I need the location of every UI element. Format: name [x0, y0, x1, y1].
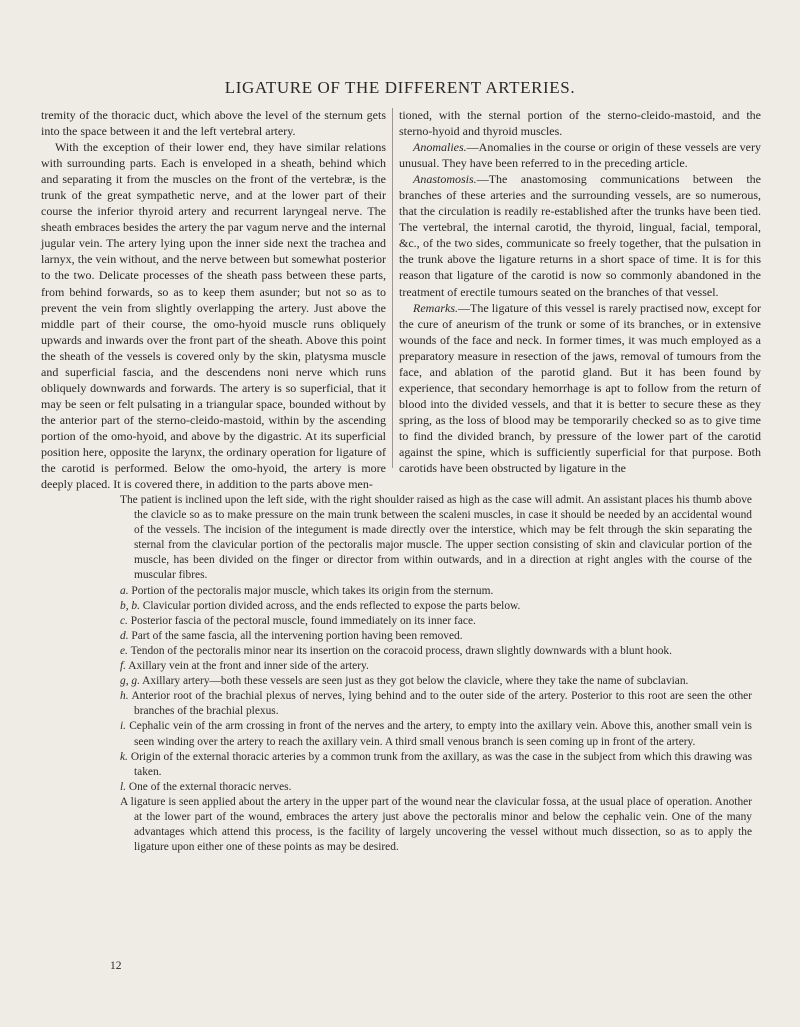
right-column [399, 107, 761, 476]
paragraph: tremity of the thoracic duct, which above the level of the sternum gets into the space between it and the left vertebral artery. [41, 108, 386, 139]
caption-item [120, 629, 752, 644]
anomalies-paragraph [399, 139, 761, 171]
section-heading: Remarks. [413, 300, 458, 315]
anastomosis-paragraph [399, 171, 761, 299]
running-title: LIGATURE OF THE DIFFERENT ARTERIES. [224, 78, 576, 97]
caption-item [120, 719, 752, 749]
left-column [41, 107, 386, 492]
caption-item-text: Axillary artery—both these vessels are seen just as they got below the clavicle, where they take the name of subclavian. [142, 675, 689, 688]
caption-item-key: d. [120, 629, 129, 642]
caption-item-key: i. [120, 720, 127, 733]
caption-intro: The patient is inclined upon the left side, with the right shoulder raised as high as the case will admit. An assistant places his thumb above the clavicle so as to make pressure on the main trunk between the scaleni muscles, in case it should be needed by an accidental wound of the vessels. The incision of the integument is made directly over the interstice, which may be felt through the skin separating the sternal from the clavicular portion of the pectoralis major muscle. The upper section consisting of skin and clavicular portion of the muscle, has been divided on the finger or director from within outwards, and in a direction at right angles with the course of the muscular fibres. [120, 494, 752, 582]
caption-item-text: Anterior root of the brachial plexus of nerves, lying behind and to the outer side of the artery. Posterior to this root are seen the other branches of the brachial plexus. [131, 690, 753, 718]
caption-item [120, 644, 752, 659]
caption-item-key: e. [120, 644, 128, 657]
column-divider [392, 108, 393, 468]
caption-item-key: k. [120, 750, 128, 763]
caption-item-text: One of the external thoracic nerves. [128, 780, 292, 793]
plate-caption [120, 493, 752, 855]
caption-item [120, 674, 752, 689]
paragraph: With the exception of their lower end, they have similar relations with surrounding parts. Each is enveloped in a sheath, behind which and separating it from the muscles on the front of the vertebræ, is the trunk of the great sympathetic nerve, and at the lower part of their course the inferior thyroid artery and recurrent laryngeal nerve. The sheath embraces besides the artery the par vagum nerve and the internal jugular vein. The artery lying upon the inner side next the trachea and larnyx, the vein without, and the nerve between but somewhat posterior to the two. Delicate processes of the sheath pass between these parts, from behind forwards, so as to keep them asunder; but not so as to prevent the vein from slightly overlapping the artery. Just above the middle part of their course, the omo-hyoid muscle runs obliquely upwards and inwards over the front part of the sheath. Above this point the sheath of the vessels is covered only by the skin, platysma muscle and superficial fascia, and the descendens noni nerve which runs obliquely downwards and forwards. The artery is so superficial, that it may be seen or felt pulsating in a triangular space, bounded without by the anterior part of the sterno-cleido-mastoid, within by the ascending portion of the omo-hyoid, and above by the digastric. At its superficial position here, opposite the larynx, the ordinary operation for ligature of the carotid is performed. Below the omo-hyoid, the artery is more deeply placed. It is covered there, in addition to the parts above men- [41, 140, 386, 492]
caption-item-key: f. [120, 660, 127, 673]
caption-item-text: Clavicular portion divided across, and the ends reflected to expose the parts below. [142, 599, 521, 612]
paragraph: tioned, with the sternal portion of the sterno-cleido-mastoid, and the sterno-hyoid and thyroid muscles. [399, 108, 761, 139]
caption-item-text: Posterior fascia of the pectoral muscle, found immediately on its inner face. [130, 614, 476, 627]
caption-item [120, 614, 752, 629]
caption-item [120, 599, 752, 614]
caption-item [120, 689, 752, 719]
caption-item [120, 584, 752, 599]
caption-item-text: Origin of the external thoracic arteries by a common trunk from the axillary, as was the case in the subject from which this drawing was taken. [130, 750, 752, 778]
caption-item [120, 780, 752, 795]
caption-item-text: Portion of the pectoralis major muscle, which takes its origin from the sternum. [131, 584, 494, 597]
section-heading: Anastomosis. [413, 172, 477, 187]
caption-item-key: b, b. [120, 599, 140, 612]
caption-item-text: Part of the same fascia, all the intervening portion having been removed. [131, 629, 463, 642]
caption-item-text: Axillary vein at the front and inner side of the artery. [128, 660, 369, 673]
caption-closing: A ligature is seen applied about the artery in the upper part of the wound near the clavicular fossa, at the usual place of operation. Another at the lower part of the wound, embraces the artery just above the pectoralis minor and below the cephalic vein. One of the many advantages which attend this process, is the facility of largely uncovering the vessel without much dissection, so as to apply the ligature upon either one of these points as may be desired. [120, 795, 752, 854]
caption-item-key: g, g. [120, 675, 140, 688]
page-number: 12 [110, 960, 122, 972]
paragraph-text: —The anastomosing communications between the branches of these arteries and the surrounding vessels, are so numerous, that the circulation is readily re-established after the trunks have been tied. The vertebral, the internal carotid, the thyroid, lingual, facial, temporal, &c., of the two sides, communicate so freely together, that the pulsation in the trunk above the ligature returns in a short space of time. It is for this reason that ligature of the carotid is now so commonly abandoned in the treatment of erectile tumours seated on the branches of that vessel. [399, 172, 761, 299]
remarks-paragraph [399, 300, 761, 477]
caption-item-key: l. [120, 780, 127, 793]
paragraph-text: —Anomalies in the course or origin of these vessels are very unusual. They have been referred to in the preceding article. [399, 140, 761, 171]
section-heading: Anomalies. [413, 140, 467, 155]
paragraph-text: —The ligature of this vessel is rarely practised now, except for the cure of aneurism of the trunk or some of its branches, or in extensive wounds of the face and neck. In former times, it was much employed as a preparatory measure in resection of the jaws, removal of tumours from the face, and ablation of the parotid gland. But it has been found by experience, that secondary hemorrhage is apt to follow from the return of blood into the divided vessels, and that it is better to secure these as they spring, as the loss of blood may be temporarily checked so as to give time to find the divided branch, by pressure of the lower part of the carotid against the spine, which is sufficiently superficial for that purpose. Both carotids have been obstructed by ligature in the [399, 300, 761, 476]
caption-item-text: Tendon of the pectoralis minor near its insertion on the coracoid process, drawn slightly downwards with a blunt hook. [130, 644, 672, 657]
caption-item-key: a. [120, 584, 129, 597]
caption-items [120, 584, 752, 795]
caption-item-key: c. [120, 614, 128, 627]
caption-item [120, 750, 752, 780]
caption-item [120, 659, 752, 674]
caption-item-key: h. [120, 690, 129, 703]
caption-item-text: Cephalic vein of the arm crossing in front of the nerves and the artery, to empty into the axillary vein. Above this, another small vein is seen winding over the artery to reach the axillary vein. A third small venous branch is seen coming up in front of the artery. [129, 720, 752, 748]
